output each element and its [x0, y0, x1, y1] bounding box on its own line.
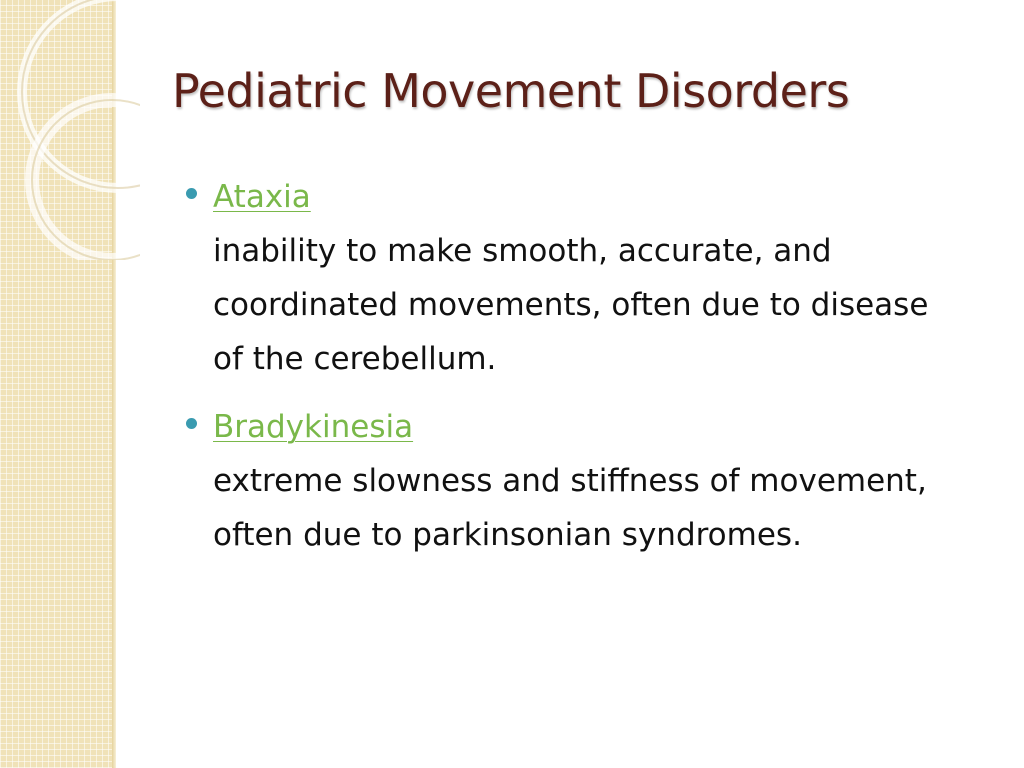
term-link-bradykinesia[interactable]: Bradykinesia [213, 409, 414, 445]
term-definition: inability to make smooth, accurate, and coordinated movements, often due to disease of the cerebellum. [213, 233, 929, 377]
bullet-dot-icon [186, 418, 197, 429]
decorative-side-band [0, 0, 112, 768]
bullet-dot-icon [186, 188, 197, 199]
term-definition: extreme slowness and stiffness of movement, often due to parkinsonian syndromes. [213, 463, 927, 553]
term-link-ataxia[interactable]: Ataxia [213, 179, 311, 215]
side-band-edge [112, 0, 116, 768]
list-item [186, 400, 946, 562]
bullet-list [186, 170, 946, 576]
slide-title: Pediatric Movement Disorders [172, 64, 850, 118]
list-item [186, 170, 946, 386]
